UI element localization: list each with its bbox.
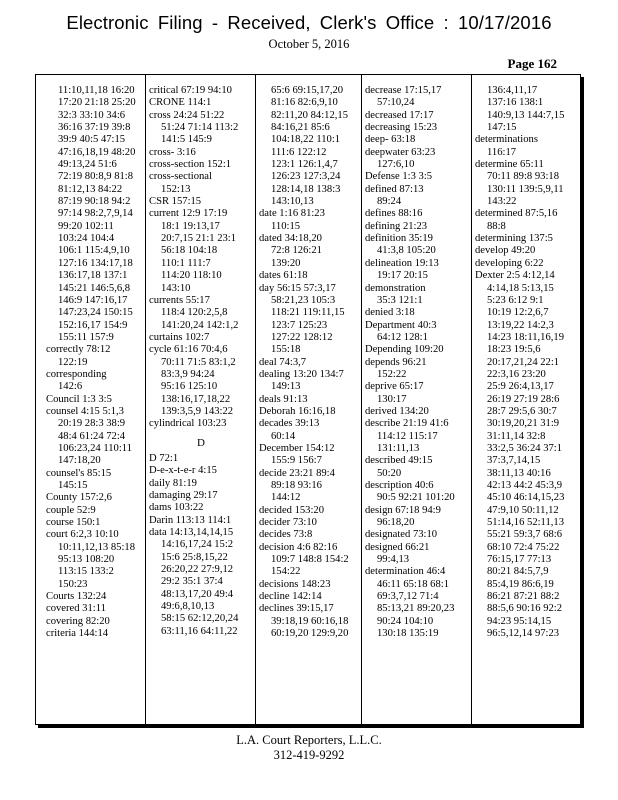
index-entry: dated 34:18,20 bbox=[259, 233, 322, 245]
index-continuation: 30:19,20,21 31:9 bbox=[487, 418, 560, 430]
index-entry: dams 103:22 bbox=[149, 502, 204, 514]
index-entry: current 12:9 17:19 bbox=[149, 208, 228, 220]
index-continuation: 103:24 104:4 bbox=[58, 233, 115, 245]
index-entry: deepwater 63:23 bbox=[365, 146, 436, 158]
index-continuation: 28:7 29:5,6 30:7 bbox=[487, 405, 557, 417]
index-continuation: 11:10,11,18 16:20 bbox=[58, 85, 135, 96]
index-continuation: 97:14 98:2,7,9,14 bbox=[58, 208, 133, 220]
index-continuation: 138:16,17,18,22 bbox=[161, 393, 231, 405]
index-continuation: 104:18,22 110:1 bbox=[271, 134, 341, 146]
index-entry: determine 65:11 bbox=[475, 159, 544, 171]
index-entry: correctly 78:12 bbox=[46, 344, 111, 356]
index-entry: dealing 13:20 134:7 bbox=[259, 368, 344, 380]
index-continuation: 155:9 156:7 bbox=[271, 455, 322, 467]
index-continuation: 50:20 bbox=[377, 467, 402, 479]
index-entry: deprive 65:17 bbox=[365, 381, 424, 393]
index-continuation: 39:9 40:5 47:15 bbox=[58, 134, 126, 146]
index-entry: cycle 61:16 70:4,6 bbox=[149, 344, 228, 356]
index-continuation: 88:5,6 90:16 92:2 bbox=[487, 603, 563, 615]
index-continuation: 36:16 37:19 39:8 bbox=[58, 122, 131, 134]
index-continuation: 14:23 18:11,16,19 bbox=[487, 331, 565, 343]
index-entry: damaging 29:17 bbox=[149, 490, 218, 501]
index-continuation: 13:19,22 14:2,3 bbox=[487, 319, 554, 331]
index-continuation: 64:12 128:1 bbox=[377, 331, 428, 343]
index-continuation: 154:22 bbox=[271, 566, 301, 578]
index-continuation: 47:9,10 50:11,12 bbox=[487, 504, 559, 516]
filing-stamp-header: Electronic Filing - Received, Clerk's Office : 10/17/2016 bbox=[66, 12, 552, 33]
index-continuation: 22:3,16 23:20 bbox=[487, 368, 546, 380]
index-continuation: 109:7 148:8 154:2 bbox=[271, 554, 349, 566]
index-continuation: 150:23 bbox=[58, 578, 88, 590]
index-continuation: 84:16,21 85:6 bbox=[271, 122, 330, 134]
index-continuation: 39:18,19 60:16,18 bbox=[271, 615, 349, 627]
index-continuation: 145:21 146:5,6,8 bbox=[58, 282, 131, 294]
index-entry: deals 91:13 bbox=[259, 393, 308, 405]
index-continuation: 128:14,18 138:3 bbox=[271, 183, 341, 195]
index-continuation: 83:3,9 94:24 bbox=[161, 368, 215, 380]
index-continuation: 29:2 35:1 37:4 bbox=[161, 576, 223, 588]
index-entry: decider 73:10 bbox=[259, 517, 317, 529]
index-entry: date 1:16 81:23 bbox=[259, 208, 325, 220]
index-continuation: 111:6 122:12 bbox=[271, 146, 327, 158]
index-continuation: 70:11 89:8 93:18 bbox=[487, 171, 559, 183]
index-continuation: 99:4,13 bbox=[377, 554, 410, 566]
index-column-1 bbox=[46, 85, 146, 720]
index-continuation: 65:6 69:15,17,20 bbox=[271, 85, 344, 96]
index-entry: determining 137:5 bbox=[475, 233, 553, 245]
index-continuation: 118:21 119:11,15 bbox=[271, 307, 345, 319]
index-entry: cross 24:24 51:22 bbox=[149, 109, 225, 121]
reporter-company: L.A. Court Reporters, L.L.C. bbox=[236, 733, 382, 747]
index-entry: decreased 17:17 bbox=[365, 109, 434, 121]
index-continuation: 143:10 bbox=[161, 282, 191, 294]
index-entry: demonstration bbox=[365, 282, 426, 294]
index-continuation: 89:18 93:16 bbox=[271, 480, 322, 491]
index-continuation: 31:11,14 32:8 bbox=[487, 430, 546, 442]
index-entry: decide 23:21 89:4 bbox=[259, 467, 335, 479]
index-continuation: 69:3,7,12 71:4 bbox=[377, 591, 439, 603]
index-continuation: 142:6 bbox=[58, 381, 83, 393]
index-entry: court 6:2,3 10:10 bbox=[46, 529, 119, 541]
index-entry: data 14:13,14,14,15 bbox=[149, 527, 234, 539]
index-continuation: 47:16,18,19 48:20 bbox=[58, 146, 136, 158]
deposition-date: October 5, 2016 bbox=[268, 37, 350, 51]
index-continuation: 56:18 104:18 bbox=[161, 245, 218, 257]
index-continuation: 106:23,24 110:11 bbox=[58, 442, 132, 454]
index-entry: December 154:12 bbox=[259, 442, 335, 454]
index-entry: Darin 113:13 114:1 bbox=[149, 514, 232, 526]
index-entry: defined 87:13 bbox=[365, 183, 424, 195]
index-continuation: 60:19,20 129:9,20 bbox=[271, 628, 349, 640]
index-continuation: 110:1 111:7 bbox=[161, 257, 211, 269]
index-entry: Dexter 2:5 4:12,14 bbox=[475, 270, 555, 282]
index-entry: curtains 102:7 bbox=[149, 331, 210, 343]
index-entry: determined 87:5,16 bbox=[475, 208, 558, 220]
index-continuation: 130:17 bbox=[377, 393, 407, 405]
index-continuation: 58:15 62:12,20,24 bbox=[161, 613, 239, 625]
index-continuation: 55:21 59:3,7 68:6 bbox=[487, 529, 563, 541]
index-continuation: 114:12 115:17 bbox=[377, 430, 438, 442]
index-continuation: 19:17 20:15 bbox=[377, 270, 428, 282]
index-entry: description 40:6 bbox=[365, 480, 434, 491]
index-entry: decided 153:20 bbox=[259, 504, 325, 516]
index-continuation: 18:1 19:13,17 bbox=[161, 220, 220, 232]
index-continuation: 42:13 44:2 45:3,9 bbox=[487, 480, 563, 491]
index-continuation: 68:10 72:4 75:22 bbox=[487, 541, 560, 553]
index-entry: cross-section 152:1 bbox=[149, 159, 232, 171]
index-continuation: 86:21 87:21 88:2 bbox=[487, 591, 560, 603]
index-continuation: 139:20 bbox=[271, 257, 301, 269]
index-continuation: 149:13 bbox=[271, 381, 301, 393]
index-entry: Department 40:3 bbox=[365, 319, 437, 331]
index-continuation: 127:22 128:12 bbox=[271, 331, 333, 343]
index-continuation: 20:7,15 21:1 23:1 bbox=[161, 233, 237, 245]
index-continuation: 95:16 125:10 bbox=[161, 381, 218, 393]
index-continuation: 90:5 92:21 101:20 bbox=[377, 492, 455, 504]
index-entry: D-e-x-t-e-r 4:15 bbox=[149, 465, 217, 477]
index-entry: course 150:1 bbox=[46, 517, 101, 529]
index-continuation: 63:11,16 64:11,22 bbox=[161, 625, 238, 637]
index-entry: cylindrical 103:23 bbox=[149, 418, 227, 430]
column-divider bbox=[361, 75, 362, 724]
index-continuation: 146:9 147:16,17 bbox=[58, 294, 128, 306]
index-continuation: 90:24 104:10 bbox=[377, 615, 434, 627]
index-entry: Deborah 16:16,18 bbox=[259, 405, 336, 417]
column-divider bbox=[471, 75, 472, 724]
index-continuation: 10:19 12:2,6,7 bbox=[487, 307, 549, 319]
index-continuation: 152:13 bbox=[161, 183, 191, 195]
index-entry: denied 3:18 bbox=[365, 307, 415, 319]
index-continuation: 123:1 126:1,4,7 bbox=[271, 159, 338, 171]
index-entry: corresponding bbox=[46, 368, 107, 380]
index-entry: cross- 3:16 bbox=[149, 146, 196, 158]
index-continuation: 88:8 bbox=[487, 220, 506, 232]
index-continuation: 48:13,17,20 49:4 bbox=[161, 588, 234, 600]
index-continuation: 81:12,13 84:22 bbox=[58, 183, 123, 195]
index-continuation: 35:3 121:1 bbox=[377, 294, 423, 306]
index-entry: day 56:15 57:3,17 bbox=[259, 282, 336, 294]
index-continuation: 5:23 6:12 9:1 bbox=[487, 294, 544, 306]
index-continuation: 41:3,8 105:20 bbox=[377, 245, 436, 257]
index-continuation: 57:10,24 bbox=[377, 97, 415, 109]
index-continuation: 152:22 bbox=[377, 368, 407, 380]
index-continuation: 51:24 71:14 113:2 bbox=[161, 122, 239, 134]
index-continuation: 26:20,22 27:9,12 bbox=[161, 564, 234, 576]
index-entry: couple 52:9 bbox=[46, 504, 96, 516]
index-continuation: 87:19 90:18 94:2 bbox=[58, 196, 131, 208]
index-continuation: 14:16,17,24 15:2 bbox=[161, 539, 234, 551]
index-continuation: 147:23,24 150:15 bbox=[58, 307, 133, 319]
index-continuation: 155:11 157:9 bbox=[58, 331, 114, 343]
index-continuation: 141:20,24 142:1,2 bbox=[161, 319, 239, 331]
index-continuation: 17:20 21:18 25:20 bbox=[58, 97, 136, 109]
index-entry: dates 61:18 bbox=[259, 270, 308, 282]
index-column-5 bbox=[475, 85, 579, 720]
index-entry: develop 49:20 bbox=[475, 245, 536, 257]
index-entry: deal 74:3,7 bbox=[259, 356, 307, 368]
index-entry: decline 142:14 bbox=[259, 591, 322, 603]
index-continuation: 106:1 115:4,9,10 bbox=[58, 245, 130, 257]
index-entry: decisions 148:23 bbox=[259, 578, 331, 590]
index-entry: derived 134:20 bbox=[365, 405, 429, 417]
index-continuation: 130:11 139:5,9,11 bbox=[487, 183, 564, 195]
index-continuation: 51:14,16 52:11,13 bbox=[487, 517, 565, 529]
index-continuation: 155:18 bbox=[271, 344, 301, 356]
index-entry: criteria 144:14 bbox=[46, 628, 109, 640]
index-entry: CSR 157:15 bbox=[149, 196, 202, 208]
index-entry: counsel 4:15 5:1,3 bbox=[46, 405, 124, 417]
index-entry: designated 73:10 bbox=[365, 529, 438, 541]
index-continuation: 136:17,18 137:1 bbox=[58, 270, 128, 282]
index-entry: determination 46:4 bbox=[365, 566, 446, 578]
index-continuation: 46:11 65:18 68:1 bbox=[377, 578, 449, 590]
index-continuation: 18:23 19:5,6 bbox=[487, 344, 541, 356]
index-entry: design 67:18 94:9 bbox=[365, 504, 441, 516]
index-continuation: 137:16 138:1 bbox=[487, 97, 544, 109]
index-continuation: 70:11 71:5 83:1,2 bbox=[161, 356, 236, 368]
index-continuation: 72:8 126:21 bbox=[271, 245, 322, 257]
index-continuation: 72:19 80:8,9 81:8 bbox=[58, 171, 134, 183]
index-entry: Council 1:3 3:5 bbox=[46, 393, 112, 405]
index-continuation: 82:11,20 84:12,15 bbox=[271, 109, 349, 121]
index-continuation: 49:6,8,10,13 bbox=[161, 601, 215, 613]
index-entry: covering 82:20 bbox=[46, 615, 110, 627]
index-continuation: 94:23 95:14,15 bbox=[487, 615, 552, 627]
index-entry: declines 39:15,17 bbox=[259, 603, 334, 615]
index-entry: depends 96:21 bbox=[365, 356, 427, 368]
index-continuation: 49:13,24 51:6 bbox=[58, 159, 117, 171]
index-continuation: 60:14 bbox=[271, 430, 296, 442]
index-entry: critical 67:19 94:10 bbox=[149, 85, 232, 96]
index-continuation: 33:2,5 36:24 37:1 bbox=[487, 442, 563, 454]
index-entry: decades 39:13 bbox=[259, 418, 320, 430]
index-entry: delineation 19:13 bbox=[365, 257, 439, 269]
index-continuation: 123:7 125:23 bbox=[271, 319, 328, 331]
index-entry: Courts 132:24 bbox=[46, 591, 107, 603]
index-entry: covered 31:11 bbox=[46, 603, 106, 615]
index-entry: CRONE 114:1 bbox=[149, 97, 212, 109]
index-continuation: 113:15 133:2 bbox=[58, 566, 114, 578]
index-entry: decrease 17:15,17 bbox=[365, 85, 442, 96]
index-entry: designed 66:21 bbox=[365, 541, 430, 553]
column-divider bbox=[255, 75, 256, 724]
index-entry: Defense 1:3 3:5 bbox=[365, 171, 433, 183]
letter-heading: D bbox=[197, 436, 205, 449]
index-continuation: 26:19 27:19 28:6 bbox=[487, 393, 560, 405]
index-continuation: 4:14,18 5:13,15 bbox=[487, 282, 554, 294]
index-continuation: 95:13 108:20 bbox=[58, 554, 115, 566]
index-entry: defining 21:23 bbox=[365, 220, 428, 232]
index-continuation: 116:17 bbox=[487, 146, 517, 158]
index-continuation: 20:19 28:3 38:9 bbox=[58, 418, 126, 430]
index-entry: definition 35:19 bbox=[365, 233, 433, 245]
index-continuation: 48:4 61:24 72:4 bbox=[58, 430, 126, 442]
index-continuation: 143:10,13 bbox=[271, 196, 314, 208]
index-entry: decides 73:8 bbox=[259, 529, 313, 541]
index-frame bbox=[35, 74, 581, 725]
index-continuation: 140:9,13 144:7,15 bbox=[487, 109, 565, 121]
index-entry: decreasing 15:23 bbox=[365, 122, 438, 134]
index-continuation: 32:3 33:10 34:6 bbox=[58, 109, 126, 121]
reporter-phone: 312-419-9292 bbox=[273, 748, 345, 762]
index-continuation: 126:23 127:3,24 bbox=[271, 171, 341, 183]
index-entry: deep- 63:18 bbox=[365, 134, 416, 146]
index-continuation: 37:3,7,14,15 bbox=[487, 455, 541, 467]
index-continuation: 118:4 120:2,5,8 bbox=[161, 307, 228, 319]
index-continuation: 80:21 84:5,7,9 bbox=[487, 566, 549, 578]
index-continuation: 139:3,5,9 143:22 bbox=[161, 405, 234, 417]
index-entry: described 49:15 bbox=[365, 455, 433, 467]
index-entry: defines 88:16 bbox=[365, 208, 423, 220]
index-continuation: 76:15,17 77:13 bbox=[487, 554, 552, 566]
index-continuation: 127:16 134:17,18 bbox=[58, 257, 133, 269]
index-continuation: 81:16 82:6,9,10 bbox=[271, 97, 338, 109]
index-continuation: 10:11,12,13 85:18 bbox=[58, 541, 136, 553]
index-continuation: 141:5 145:9 bbox=[161, 134, 212, 146]
index-continuation: 99:20 102:11 bbox=[58, 220, 114, 232]
index-entry: determinations bbox=[475, 134, 538, 146]
index-continuation: 152:16,17 154:9 bbox=[58, 319, 128, 331]
index-continuation: 147:18,20 bbox=[58, 455, 101, 467]
index-continuation: 15:6 25:8,15,22 bbox=[161, 551, 228, 563]
index-continuation: 144:12 bbox=[271, 492, 301, 504]
index-entry: Depending 109:20 bbox=[365, 344, 444, 356]
index-continuation: 58:21,23 105:3 bbox=[271, 294, 336, 306]
index-entry: decision 4:6 82:16 bbox=[259, 541, 338, 553]
index-continuation: 122:19 bbox=[58, 356, 88, 368]
index-continuation: 96:18,20 bbox=[377, 517, 415, 529]
index-column-4 bbox=[365, 85, 471, 720]
index-continuation: 143:22 bbox=[487, 196, 517, 208]
index-entry: cross-sectional bbox=[149, 171, 212, 183]
index-entry: daily 81:19 bbox=[149, 477, 197, 489]
index-continuation: 114:20 118:10 bbox=[161, 270, 222, 282]
index-continuation: 110:15 bbox=[271, 220, 301, 232]
index-continuation: 147:15 bbox=[487, 122, 517, 134]
index-continuation: 85:13,21 89:20,23 bbox=[377, 603, 455, 615]
index-continuation: 145:15 bbox=[58, 480, 88, 491]
index-entry: developing 6:22 bbox=[475, 257, 544, 269]
index-continuation: 20:17,21,24 22:1 bbox=[487, 356, 560, 368]
page-number: Page 162 bbox=[507, 56, 557, 71]
index-entry: counsel's 85:15 bbox=[46, 467, 112, 479]
column-divider bbox=[145, 75, 146, 724]
index-continuation: 136:4,11,17 bbox=[487, 85, 538, 96]
index-entry: currents 55:17 bbox=[149, 294, 210, 306]
index-continuation: 85:4,19 86:6,19 bbox=[487, 578, 554, 590]
index-entry: D 72:1 bbox=[149, 452, 179, 464]
index-continuation: 25:9 26:4,13,17 bbox=[487, 381, 554, 393]
index-continuation: 130:18 135:19 bbox=[377, 628, 439, 640]
index-continuation: 38:11,13 40:16 bbox=[487, 467, 551, 479]
index-continuation: 89:24 bbox=[377, 196, 402, 208]
index-continuation: 96:5,12,14 97:23 bbox=[487, 628, 560, 640]
index-entry: County 157:2,6 bbox=[46, 492, 112, 504]
index-column-3 bbox=[259, 85, 363, 720]
index-continuation: 131:11,13 bbox=[377, 442, 420, 454]
index-continuation: 127:6,10 bbox=[377, 159, 415, 171]
index-entry: describe 21:19 41:6 bbox=[365, 418, 449, 430]
index-column-2 bbox=[149, 85, 253, 720]
index-continuation: 45:10 46:14,15,23 bbox=[487, 492, 565, 504]
